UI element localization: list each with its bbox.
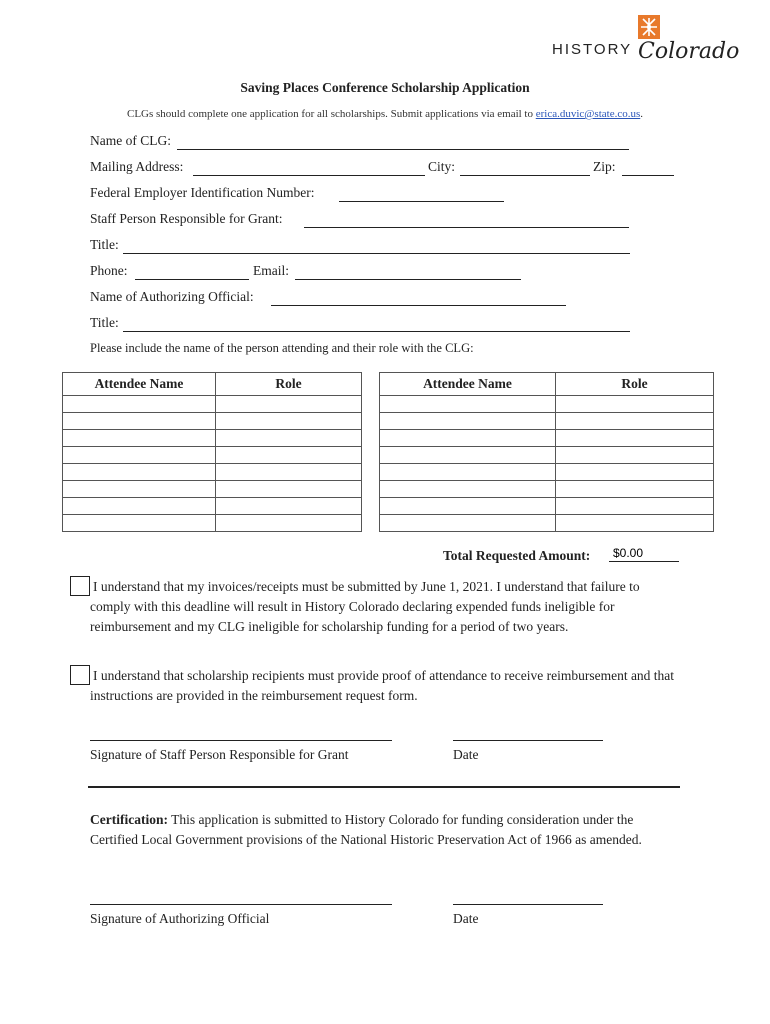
staff-signature-input[interactable] (90, 740, 392, 741)
table-row[interactable] (380, 413, 714, 430)
table-header (63, 373, 362, 396)
email-link[interactable]: erica.duvic@state.co.us (535, 108, 641, 120)
attendance-checkbox[interactable] (70, 665, 90, 685)
table-row[interactable] (380, 396, 714, 413)
name-of-clg-label: Name of CLG: (90, 133, 171, 148)
instructions-text: CLGs should complete one application for all scholarships. Submit applications via email to (126, 108, 536, 120)
table-row[interactable] (380, 498, 714, 515)
authorizing-official-input[interactable] (271, 305, 566, 306)
mailing-address-label: Mailing Address: (90, 159, 184, 174)
role-header: Role (556, 373, 714, 396)
official-date-label: Date (453, 911, 479, 926)
city-label: City: (428, 159, 456, 174)
mailing-address-input[interactable] (193, 175, 425, 176)
page-title: Saving Places Conference Scholarship Application (240, 80, 530, 95)
staff-date-input[interactable] (453, 740, 603, 741)
table-row[interactable] (63, 447, 362, 464)
logo-word-history: HISTORY (552, 41, 633, 58)
table-header (380, 373, 714, 396)
attendee-note: Please include the name of the person attending and their role with the CLG: (90, 341, 474, 355)
attendance-statement: I understand that scholarship recipients must provide proof of attendance to receive reimbursement and that instructions are provided in the reimbursement request form. (90, 668, 675, 703)
table-row[interactable] (63, 481, 362, 498)
attendee-name-header: Attendee Name (63, 373, 216, 396)
table-row[interactable] (380, 464, 714, 481)
attendee-name-header: Attendee Name (380, 373, 556, 396)
table-row[interactable] (63, 515, 362, 532)
total-requested-input[interactable] (609, 545, 679, 562)
attendee-table-right (379, 372, 714, 532)
certification-heading: Certification: (90, 812, 168, 827)
table-row[interactable] (63, 396, 362, 413)
official-signature-input[interactable] (90, 904, 392, 905)
section-divider (88, 786, 680, 788)
deadline-statement: I understand that my invoices/receipts must be submitted by June 1, 2021. I understand that failure to comply with this deadline will result in History Colorado declaring expended funds ineligible for reimbursement and my CLG ineligible for scholarship funding for a period of two years. (90, 579, 640, 634)
table-row[interactable] (63, 464, 362, 481)
total-requested-label: Total Requested Amount: (443, 548, 591, 563)
title-label-2: Title: (90, 315, 119, 330)
logo-word-colorado: Colorado (638, 39, 740, 64)
instructions-end: . (640, 108, 644, 120)
history-colorado-emblem-icon (637, 14, 661, 40)
staff-person-input[interactable] (304, 227, 629, 228)
logo (552, 14, 752, 69)
title-input-1[interactable] (123, 253, 630, 254)
deadline-checkbox[interactable] (70, 576, 90, 596)
instructions (0, 108, 770, 120)
city-input[interactable] (460, 175, 590, 176)
phone-label: Phone: (90, 263, 128, 278)
official-signature-label: Signature of Authorizing Official (90, 911, 270, 926)
certification-statement (90, 810, 670, 850)
fein-label: Federal Employer Identification Number: (90, 185, 315, 200)
official-date-input[interactable] (453, 904, 603, 905)
zip-input[interactable] (622, 175, 674, 176)
authorizing-official-label: Name of Authorizing Official: (90, 289, 254, 304)
table-row[interactable] (380, 481, 714, 498)
table-row[interactable] (380, 430, 714, 447)
staff-signature-label: Signature of Staff Person Responsible for Grant (90, 747, 349, 762)
title-input-2[interactable] (123, 331, 630, 332)
name-of-clg-input[interactable] (177, 149, 629, 150)
table-row[interactable] (380, 447, 714, 464)
email-label: Email: (253, 263, 289, 278)
staff-date-label: Date (453, 747, 479, 762)
fein-input[interactable] (339, 201, 504, 202)
staff-person-label: Staff Person Responsible for Grant: (90, 211, 283, 226)
certification-text: This application is submitted to History Colorado for funding consideration under the Certified Local Government provisions of the National Historic Preservation Act of 1966 as amended. (90, 812, 642, 847)
table-row[interactable] (63, 430, 362, 447)
table-row[interactable] (63, 498, 362, 515)
table-row[interactable] (63, 413, 362, 430)
title-label-1: Title: (90, 237, 119, 252)
email-input[interactable] (295, 279, 521, 280)
attendee-table-left (62, 372, 362, 532)
table-row[interactable] (380, 515, 714, 532)
phone-input[interactable] (135, 279, 249, 280)
zip-label: Zip: (593, 159, 616, 174)
role-header: Role (216, 373, 362, 396)
